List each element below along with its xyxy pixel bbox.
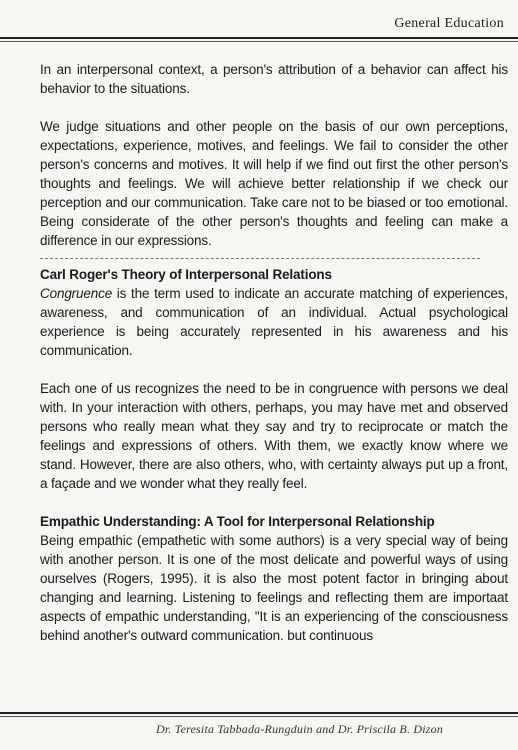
term-congruence: Congruence [40,286,113,301]
congruence-definition: is the term used to indicate an accurate matching of experiences, awareness, and communication of an individual. Actual psychological experience is being accurately represented in his awareness and his communication. [40,286,508,358]
header-rule [0,37,518,39]
section-heading-rogers: Carl Roger's Theory of Interpersonal Relations [40,267,332,282]
paragraph-congruence [40,284,508,360]
paragraph-attribution: In an interpersonal context, a person's attribution of a behavior can affect his behavior to the situations. [40,62,508,96]
paragraph-perception: We judge situations and other people on the basis of our own perceptions, expectations, experience, motives, and feelings. We fail to consider the other person's concerns and motives. It will help if we find out first the other person's thoughts and feelings. We will achieve better relationship if we check our perception and our communication. Take care not to be biased or too emotional. Being considerate of the other person's thoughts and feeling can make a difference in our expressions. [40,119,508,248]
paragraph-empathic: Being empathic (empathetic with some authors) is a very special way of being with another person. It is one of the most delicate and powerful ways of using ourselves (Rogers, 1995). it is also the most potent factor in bringing about changing and learning. Listening to feelings and reflecting them are impor​taat aspects of empathic understanding, "It is an experiencing of the consciousness behind another's outward communication. but continuous [40,533,508,643]
footer-rule [0,712,518,714]
footer-rule-thin [0,716,518,717]
paragraph-recognition: Each one of us recognizes the need to be in congruence with persons we deal with. In your interaction with others, perhaps, you may have met and observed persons who really mean what they say and try to reciprocate or match the feelings and expressions of others. With them, we exactly know where we stand. However, there are also others, who, with certainty always put up a front, a façade and we wonder what they really feel. [40,381,508,491]
section-heading-empathic: Empathic Understanding: A Tool for Interpersonal Relationship [40,514,435,529]
footer-authors: Dr. Teresita Tabbada-Rungduin and Dr. Priscila B. Dizon [156,722,444,736]
running-header: General Education [394,16,504,31]
page-body [40,60,508,645]
section-divider [40,258,480,259]
header-rule-thin [0,41,518,42]
